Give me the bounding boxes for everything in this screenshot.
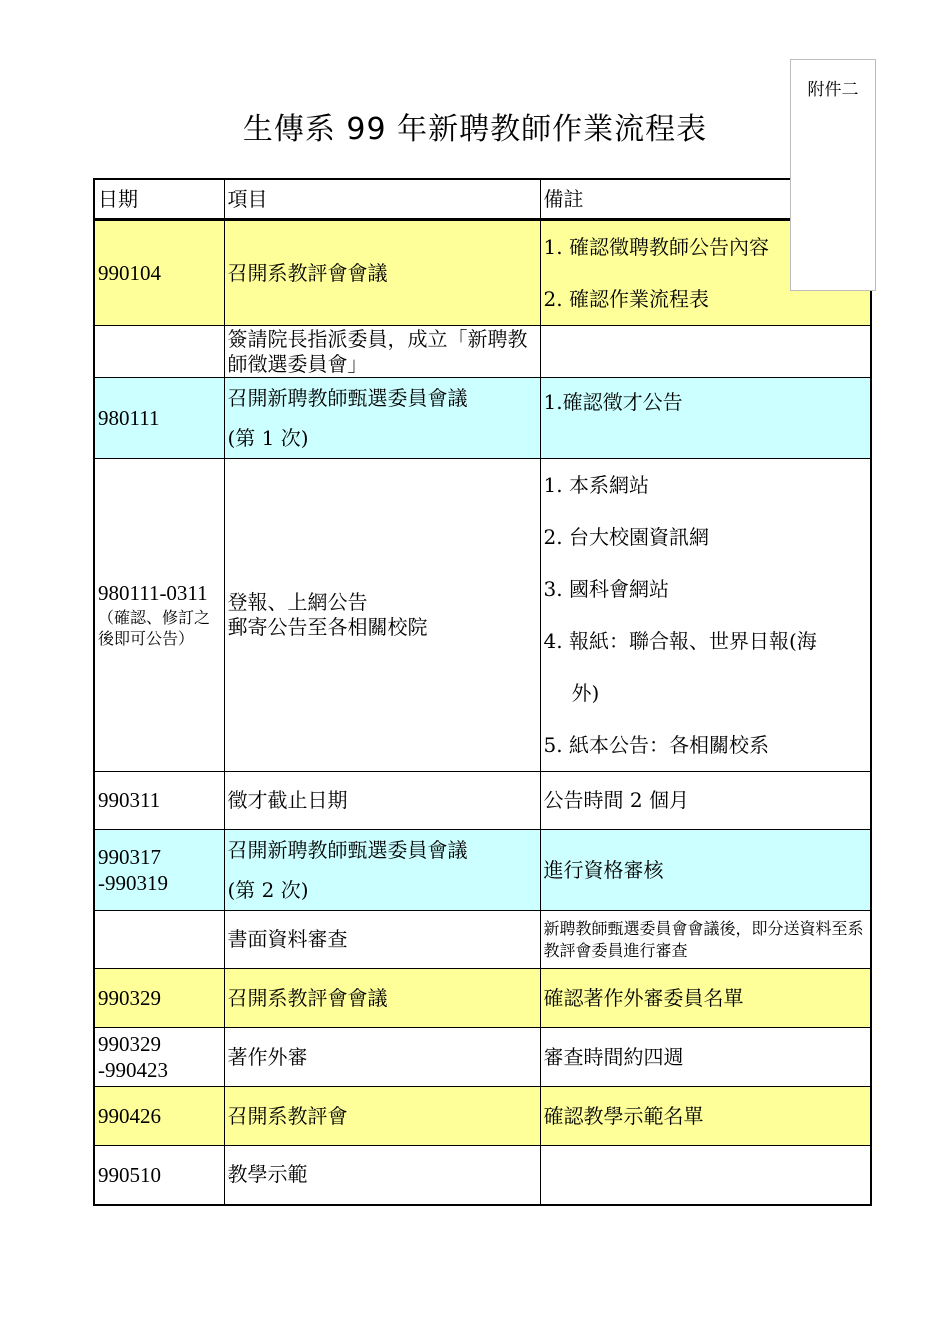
row-date <box>94 830 224 911</box>
row-date-value: 980111-0311 <box>98 581 208 606</box>
row-item: 徵才截止日期 <box>224 772 540 830</box>
table-row <box>94 220 871 326</box>
note-item: 5. 紙本公告：各相關校系 <box>543 733 769 757</box>
note-item: 4. 報紙：聯合報、世界日報(海 <box>543 629 817 653</box>
row-date-line: 990317 <box>98 844 161 869</box>
table-row <box>94 830 871 911</box>
row-item <box>224 830 540 911</box>
row-date <box>94 911 224 969</box>
row-note: 確認著作外審委員名單 <box>540 969 871 1028</box>
row-note: 進行資格審核 <box>540 830 871 911</box>
workflow-table <box>93 178 872 1206</box>
row-date: 990311 <box>94 772 224 830</box>
header-item: 項目 <box>224 179 540 220</box>
row-item-line: 登報、上網公告 <box>227 590 368 614</box>
row-item-line: (第 2 次) <box>227 878 309 902</box>
table-row <box>94 1087 871 1146</box>
row-item-line: 召開新聘教師甄選委員會議 <box>227 386 468 410</box>
table-row <box>94 378 871 459</box>
row-date <box>94 459 224 772</box>
note-item: 2. 確認作業流程表 <box>543 287 709 311</box>
row-note: 1.確認徵才公告 <box>540 378 871 459</box>
row-item <box>224 459 540 772</box>
table-row <box>94 969 871 1028</box>
row-date-line: -990423 <box>98 1058 168 1082</box>
row-note <box>540 1146 871 1205</box>
row-date <box>94 326 224 378</box>
row-item-line: 郵寄公告至各相關校院 <box>227 615 428 639</box>
row-item <box>224 378 540 459</box>
row-item: 著作外審 <box>224 1028 540 1087</box>
note-item: 1. 確認徵聘教師公告內容 <box>543 235 769 259</box>
page-title: 生傳系 99 年新聘教師作業流程表 <box>242 112 708 147</box>
note-item: 1. 本系網站 <box>543 473 649 497</box>
row-date-note: （確認、修訂之後即可公告） <box>98 607 211 649</box>
table-row <box>94 772 871 830</box>
row-item: 教學示範 <box>224 1146 540 1205</box>
row-note: 審查時間約四週 <box>540 1028 871 1087</box>
row-date: 990104 <box>94 220 224 326</box>
row-date-line: -990319 <box>98 871 168 895</box>
row-date: 990510 <box>94 1146 224 1205</box>
row-item: 召開系教評會會議 <box>224 220 540 326</box>
header-note: 備註 <box>540 179 871 220</box>
table-row <box>94 1146 871 1205</box>
table-header-row <box>94 179 871 220</box>
row-date: 990329 <box>94 969 224 1028</box>
table-row <box>94 911 871 969</box>
row-note: 確認教學示範名單 <box>540 1087 871 1146</box>
row-date: 980111 <box>94 378 224 459</box>
note-item: 外) <box>571 681 600 705</box>
row-note <box>540 459 871 772</box>
row-note <box>540 326 871 378</box>
row-item-line: 召開新聘教師甄選委員會議 <box>227 838 468 862</box>
row-date: 990426 <box>94 1087 224 1146</box>
table-row <box>94 459 871 772</box>
note-item: 3. 國科會網站 <box>543 577 669 601</box>
table-row <box>94 326 871 378</box>
row-item-line: (第 1 次) <box>227 426 309 450</box>
note-item: 2. 台大校園資訊網 <box>543 525 709 549</box>
row-note: 公告時間 2 個月 <box>540 772 871 830</box>
header-date: 日期 <box>94 179 224 220</box>
attachment-label: 附件二 <box>790 59 876 291</box>
row-date-line: 990329 <box>98 1031 161 1056</box>
row-item: 召開系教評會 <box>224 1087 540 1146</box>
table-row <box>94 1028 871 1087</box>
row-item: 召開系教評會會議 <box>224 969 540 1028</box>
row-item: 書面資料審查 <box>224 911 540 969</box>
row-note: 新聘教師甄選委員會會議後，即分送資料至系教評會委員進行審查 <box>540 911 871 969</box>
row-date <box>94 1028 224 1087</box>
row-item: 簽請院長指派委員，成立「新聘教師徵選委員會」 <box>224 326 540 378</box>
